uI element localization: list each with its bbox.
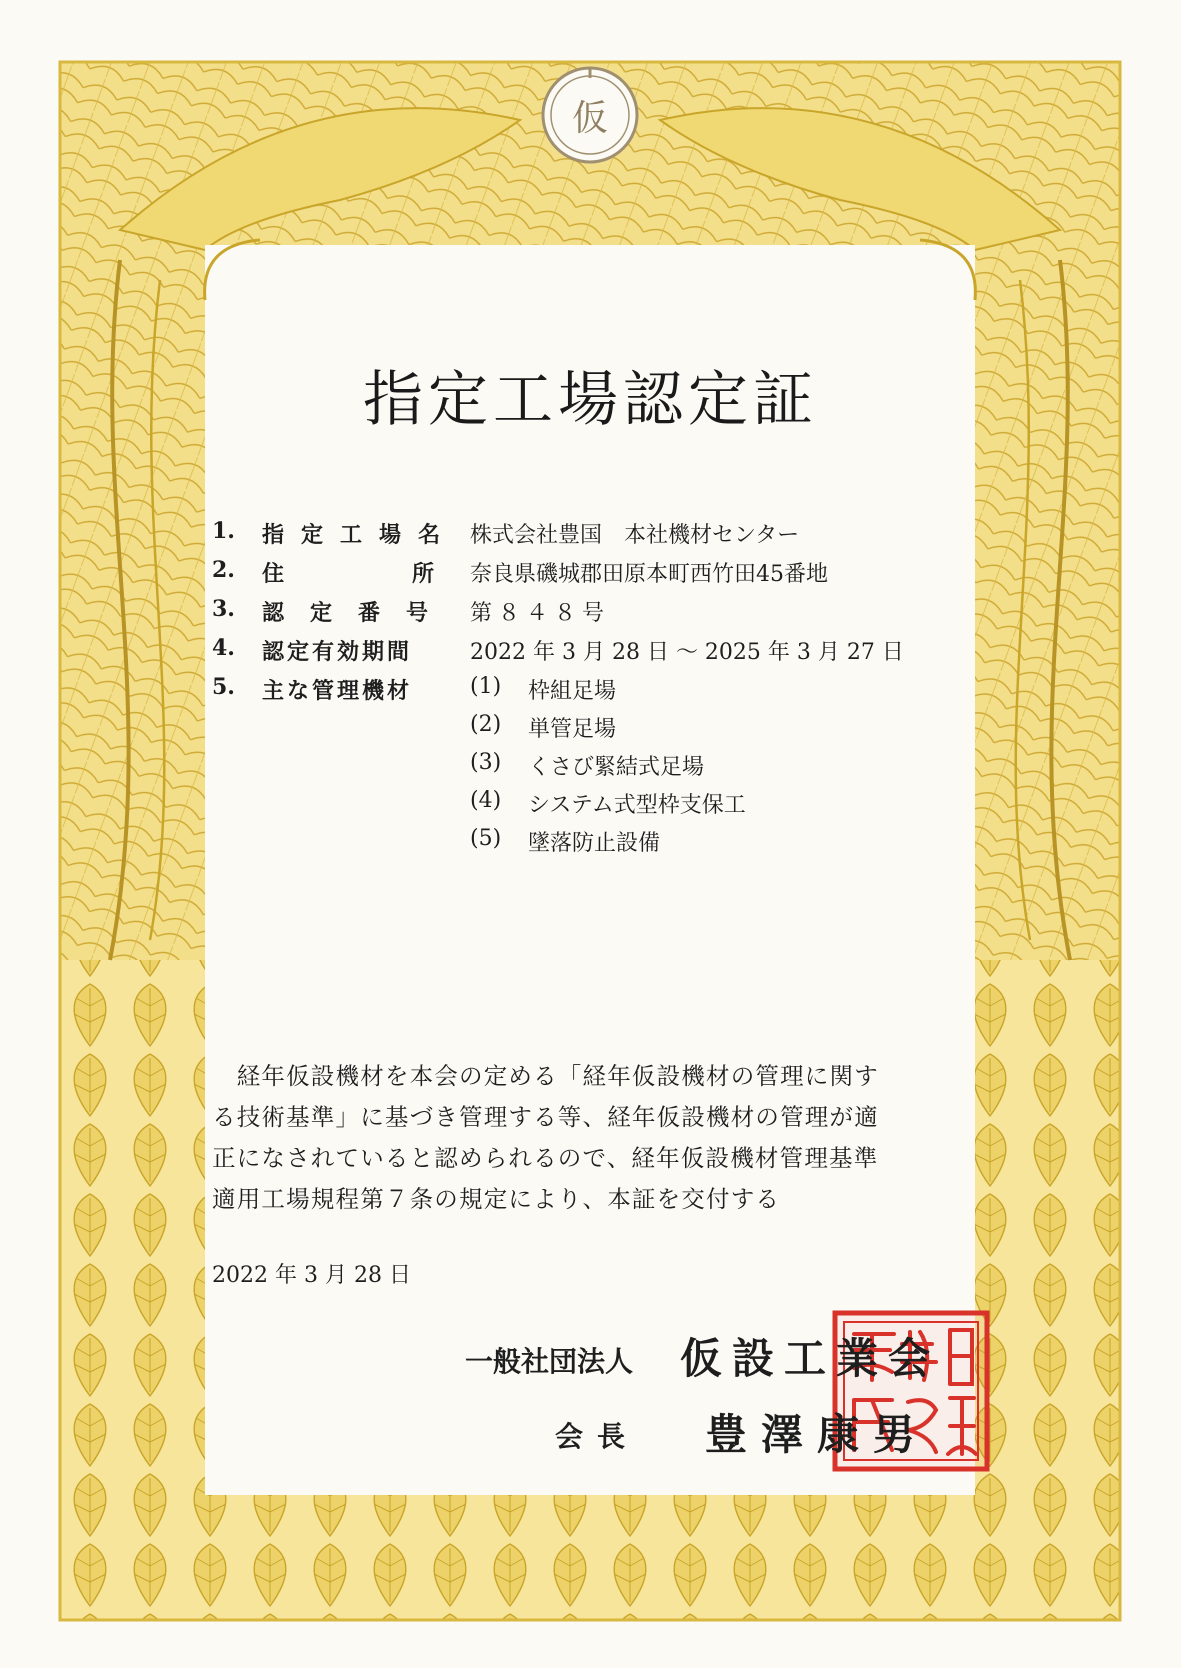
body-text-line: る技術基準」に基づき管理する等、経年仮設機材の管理が適	[212, 1103, 879, 1131]
logo-mark: 仮	[571, 98, 608, 139]
item-validity-row	[212, 635, 1012, 667]
item-value: 第８４８号	[470, 601, 611, 626]
organization-name: 仮設工業会	[680, 1334, 941, 1383]
item-value: 2022 年 3 月 28 日 ～ 2025 年 3 月 27 日	[470, 640, 904, 665]
item-address-row	[212, 557, 1012, 589]
item-number: 1.	[212, 518, 235, 544]
list-text: くさび緊結式足場	[528, 755, 705, 780]
list-text: 単管足場	[528, 717, 617, 742]
body-text-line: 経年仮設機材を本会の定める「経年仮設機材の管理に関す	[212, 1062, 879, 1090]
body-text-line: 適用工場規程第７条の規定により、本証を交付する	[212, 1185, 781, 1213]
item-label: 指定工場名	[262, 522, 458, 548]
item-number: 2.	[212, 557, 235, 583]
item-number: 4.	[212, 635, 235, 661]
president-name: 豊澤康男	[705, 1410, 930, 1459]
list-index: (3)	[470, 750, 502, 775]
item-label: 主な管理機材	[262, 678, 413, 704]
list-index: (5)	[470, 826, 502, 851]
certificate-title: 指定工場認定証	[363, 365, 818, 435]
item-label: 所	[412, 561, 435, 587]
president-title: 会長	[555, 1420, 640, 1453]
item-label: 認定番号	[262, 600, 455, 626]
item-label: 住	[262, 561, 285, 587]
item-number: 5.	[212, 674, 235, 700]
item-cert-no-row	[212, 596, 1012, 628]
list-text: システム式型枠支保工	[528, 793, 746, 818]
list-index: (2)	[470, 712, 502, 737]
list-index: (4)	[470, 788, 502, 813]
item-value: 株式会社豊国 本社機材センター	[470, 523, 800, 548]
list-text: 枠組足場	[528, 679, 617, 704]
list-index: (1)	[470, 674, 502, 699]
item-label: 認定有効期間	[262, 639, 413, 665]
issue-date: 2022 年 3 月 28 日	[212, 1263, 411, 1288]
item-value: 奈良県磯城郡田原本町西竹田45番地	[470, 562, 828, 587]
list-text: 墜落防止設備	[528, 831, 661, 856]
item-factory-row	[212, 518, 1012, 550]
body-text-line: 正になされていると認められるので、経年仮設機材管理基準	[212, 1144, 879, 1172]
item-number: 3.	[212, 596, 235, 622]
organization-type: 一般社団法人	[465, 1345, 634, 1378]
